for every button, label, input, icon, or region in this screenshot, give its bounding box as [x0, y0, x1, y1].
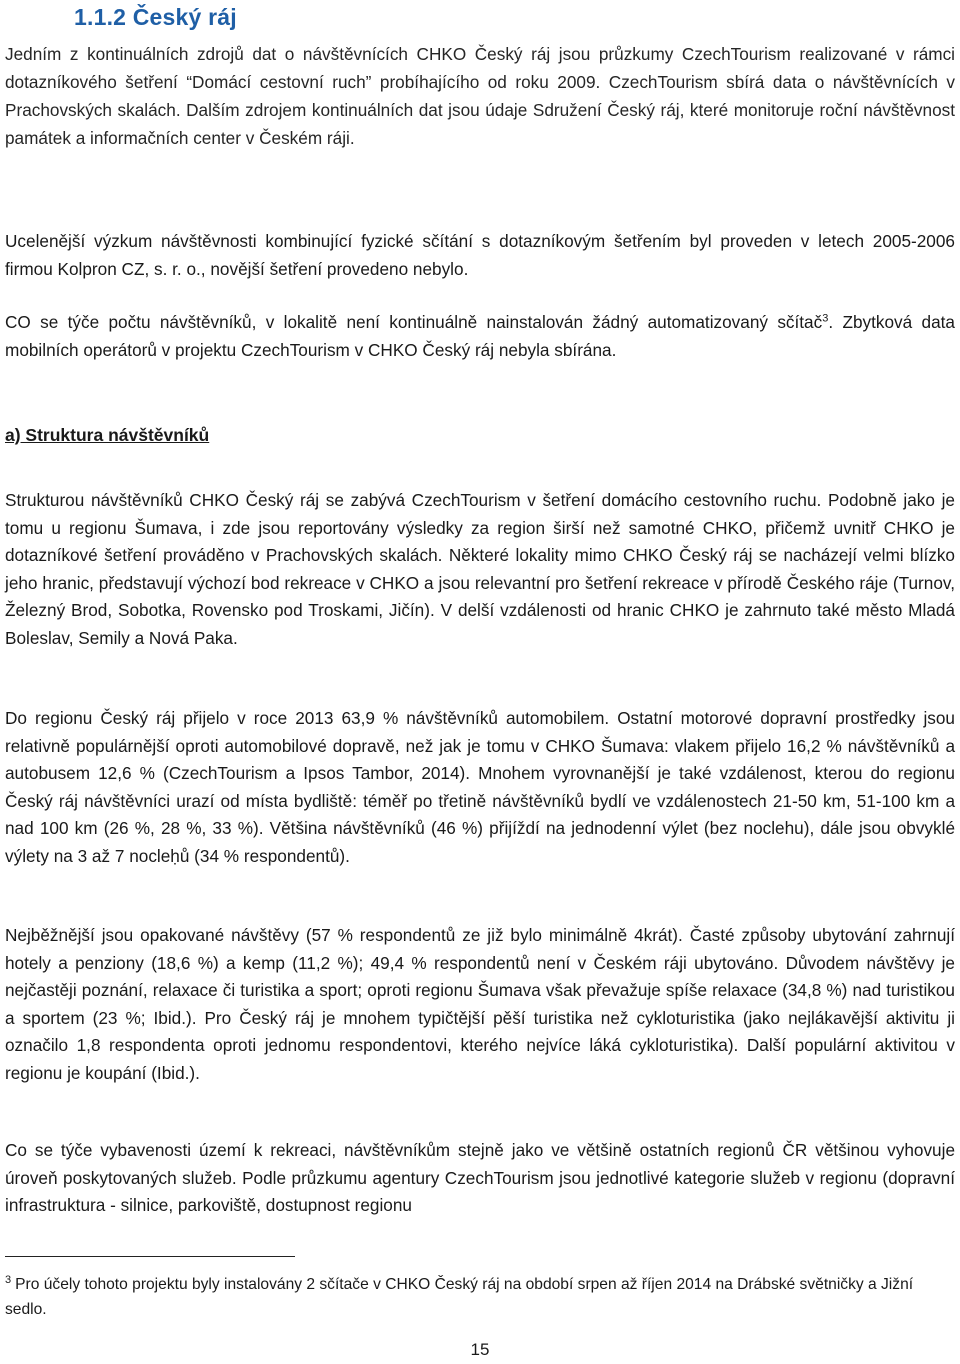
paragraph-data-sources: Jedním z kontinuálních zdrojů dat o návštěvnících CHKO Český ráj jsou průzkumy CzechTourism realizované v rámci dotazníkového šetření “Domácí cestovní ruch” probíhajícího od roku 2009. CzechTourism sbírá data o návštěvnících v Prachovských skalách. Dalším zdrojem kontinuálních dat jsou údaje Sdružení Český ráj, které monitoruje roční návštěvnost památek a informačních center v Českém ráji.: [5, 44, 955, 148]
footnote-mark: 3: [5, 1273, 12, 1286]
paragraph-transport: Do regionu Český ráj přijelo v roce 2013 63,9 % návštěvníků automobilem. Ostatní motorové dopravní prostředky jsou relativně populárnější oproti automobilové dopravě, než jak je tomu v CHKO Šumava: vlakem přijelo 16,2 % návštěvníků a autobusem 12,6 % (CzechTourism a Ipsos Tambor, 2014). Mnohem vyrovnanější je také vzdálenost, kterou do regionu Český ráj návštěvníci urazí od místa bydliště: téměř po třetině návštěvníků bydlí ve vzdálenostech 21-50 km, 51-100 km a nad 100 km (26 %, 28 %, 33 %). Většina návštěvníků (46 %) přijíždí na jednodenní výlet (bez noclehu), dále jsou obvyklé výlety na 3 až 7 nocleḥů (34 % respondentů).: [5, 708, 955, 866]
paragraph-counters: [5, 309, 955, 364]
counters-text-tail: . Zbytková data mobilních operátorů v projektu CzechTourism v CHKO Český ráj nebyla sbírána.: [5, 312, 955, 360]
footnote: [5, 1272, 955, 1322]
counters-text: CO se týče počtu návštěvníků, v lokalitě není kontinuálně nainstalován žádný automatizovaný sčítač: [5, 312, 823, 332]
paragraph-repeat-visits: Nejběžnější jsou opakované návštěvy (57 % respondentů ze již bylo minimálně 4krát). Časté způsoby ubytování zahrnují hotely a penziony (18,6 %) a kemp (11,2 %); 49,4 % respondentů není v Českém ráji ubytováno. Důvodem návštěvy je nejčastěji poznání, relaxace či turistika a sport; oproti regionu Šumava však převažuje spíše relaxace (34,8 %) nad turistikou a sportem (23 %; Ibid.). Pro Český ráj je mnohem typičtější pěší turistika než cykloturistika (jako nejlákavější aktivitu ji označilo 1,8 respondenta oproti jednomu respondentovi, kterého nejvíce láká cykloturistika). Další populární aktivitou v regionu je koupání (Ibid.).: [5, 925, 955, 1083]
paragraph-survey: Ucelenější výzkum návštěvnosti kombinující fyzické sčítání s dotazníkovým šetřením byl proveden v letech 2005-2006 firmou Kolpron CZ, s. r. o., novější šetření provedeno nebylo.: [5, 231, 955, 279]
subheading-visitor-structure: a) Struktura návštěvníků: [5, 425, 210, 445]
paragraph-visitor-structure: Strukturou návštěvníků CHKO Český ráj se zabývá CzechTourism v šetření domácího cestovního ruchu. Podobně jako je tomu u regionu Šumava, i zde jsou reportovány výsledky za region širší než samotné CHKO, přičemž uvnitř CHKO je dotazníkové šetření prováděno v Prachovských skalách. Některé lokality mimo CHKO Český ráj se nacházejí velmi blízko jeho hranic, představují výchozí bod rekreace v CHKO a jsou relevantní pro šetření rekreace v přírodě Českého ráje (Turnov, Železný Brod, Sobotka, Rovensko pod Troskami, Jičín). V delší vzdálenosti od hranic CHKO je zahrnuto také město Mladá Boleslav, Semily a Nová Paka.: [5, 490, 955, 648]
section-title: 1.1.2 Český ráj: [74, 4, 237, 30]
page-number: 15: [470, 1340, 490, 1359]
footnote-text: Pro účely tohoto projektu byly instalovány 2 sčítače v CHKO Český ráj na období srpen až říjen 2014 na Drábské světničky a Jižní sedlo.: [5, 1276, 914, 1318]
footnote-reference[interactable]: 3: [822, 312, 829, 325]
footnote-separator: [5, 1256, 295, 1257]
paragraph-amenities: Co se týče vybavenosti území k rekreaci, návštěvníkům stejně jako ve většině ostatních regionů ČR většinou vyhovuje úroveň poskytovaných služeb. Podle průzkumu agentury CzechTourism jsou jednotlivé kategorie služeb v regionu (dopravní infrastruktura - silnice, parkoviště, dostupnost regionu: [5, 1140, 955, 1215]
